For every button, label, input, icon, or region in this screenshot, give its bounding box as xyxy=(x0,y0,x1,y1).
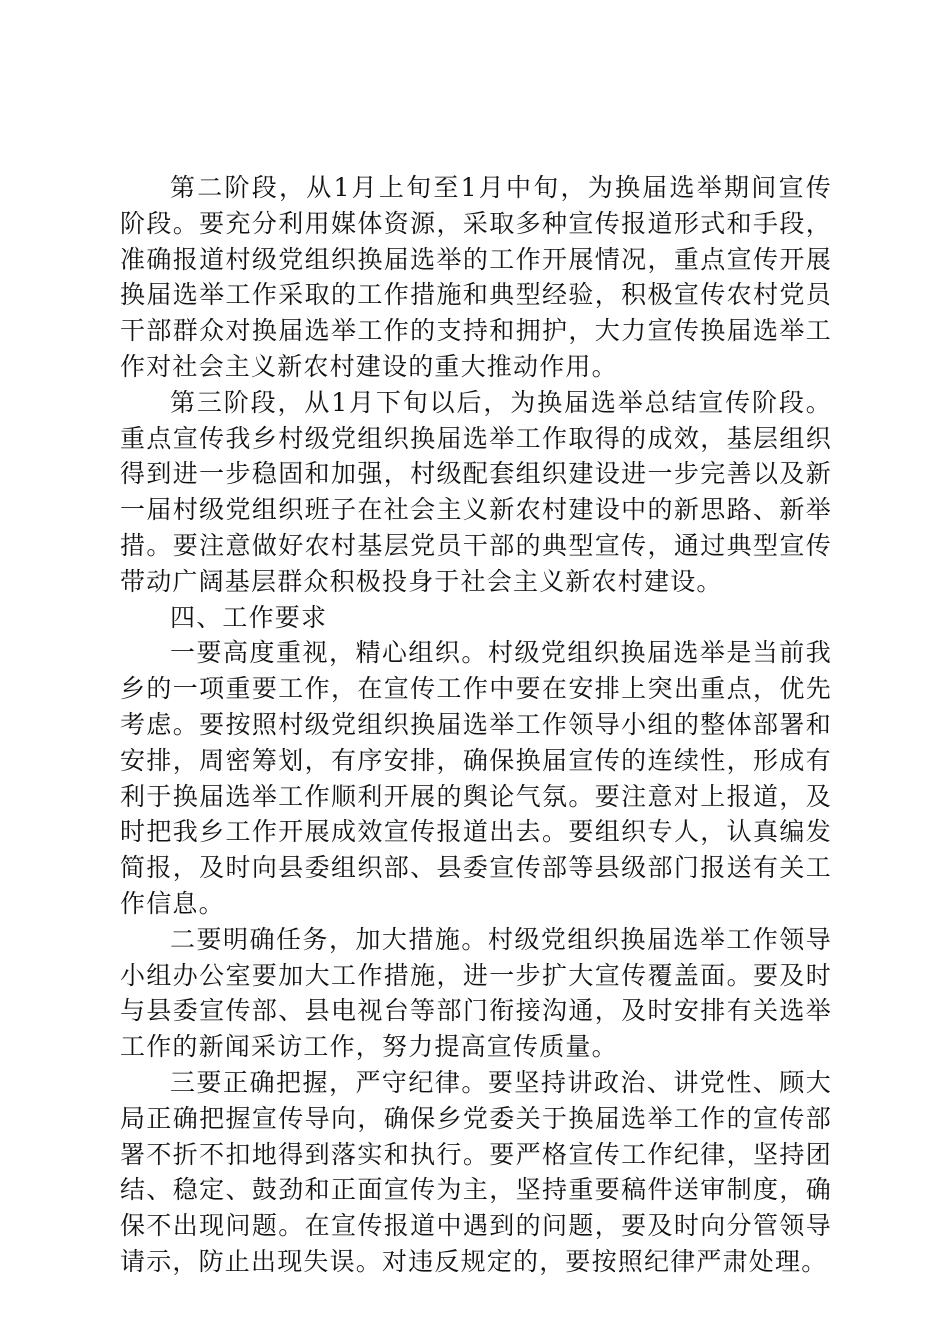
paragraph-requirement-three: 三要正确把握，严守纪律。要坚持讲政治、讲党性、顾大局正确把握宣传导向，确保乡党委关于换届选举工作的宣传部署不折不扣地得到落实和执行。要严格宣传工作纪律，坚持团结、稳定、鼓劲和正面宣传为主，坚持重要稿件送审制度，确保不出现问题。在宣传报道中遇到的问题，要及时向分管领导请示，防止出现失误。对违反规定的，要按照纪律严肃处理。 xyxy=(120,1067,832,1276)
paragraph-stage-two: 第二阶段，从1月上旬至1月中旬，为换届选举期间宣传阶段。要充分利用媒体资源，采取多种宣传报道形式和手段，准确报道村级党组织换届选举的工作开展情况，重点宣传开展换届选举工作采取的工作措施和典型经验，积极宣传农村党员干部群众对换届选举工作的支持和拥护，大力宣传换届选举工作对社会主义新农村建设的重大推动作用。 xyxy=(120,173,832,381)
paragraph-stage-three: 第三阶段，从1月下旬以后，为换届选举总结宣传阶段。重点宣传我乡村级党组织换届选举工作取得的成效，基层组织得到进一步稳固和加强，村级配套组织建设进一步完善以及新一届村级党组织班子在社会主义新农村建设中的新思路、新举措。要注意做好农村基层党员干部的典型宣传，通过典型宣传带动广阔基层群众积极投身于社会主义新农村建设。 xyxy=(120,387,832,596)
section-heading-work-requirements: 四、工作要求 xyxy=(170,602,328,632)
paragraph-requirement-two: 二要明确任务，加大措施。村级党组织换届选举工作领导小组办公室要加大工作措施，进一步扩大宣传覆盖面。要及时与县委宣传部、县电视台等部门衔接沟通，及时安排有关选举工作的新闻采访工作，努力提高宣传质量。 xyxy=(120,924,832,1062)
document-body xyxy=(120,170,832,1280)
paragraph-requirement-one: 一要高度重视，精心组织。村级党组织换届选举是当前我乡的一项重要工作，在宣传工作中要在安排上突出重点，优先考虑。要按照村级党组织换届选举工作领导小组的整体部署和安排，周密筹划，有序安排，确保换届宣传的连续性，形成有利于换届选举工作顺利开展的舆论气氛。要注意对上报道，及时把我乡工作开展成效宣传报道出去。要组织专人，认真编发简报，及时向县委组织部、县委宣传部等县级部门报送有关工作信息。 xyxy=(120,638,832,918)
